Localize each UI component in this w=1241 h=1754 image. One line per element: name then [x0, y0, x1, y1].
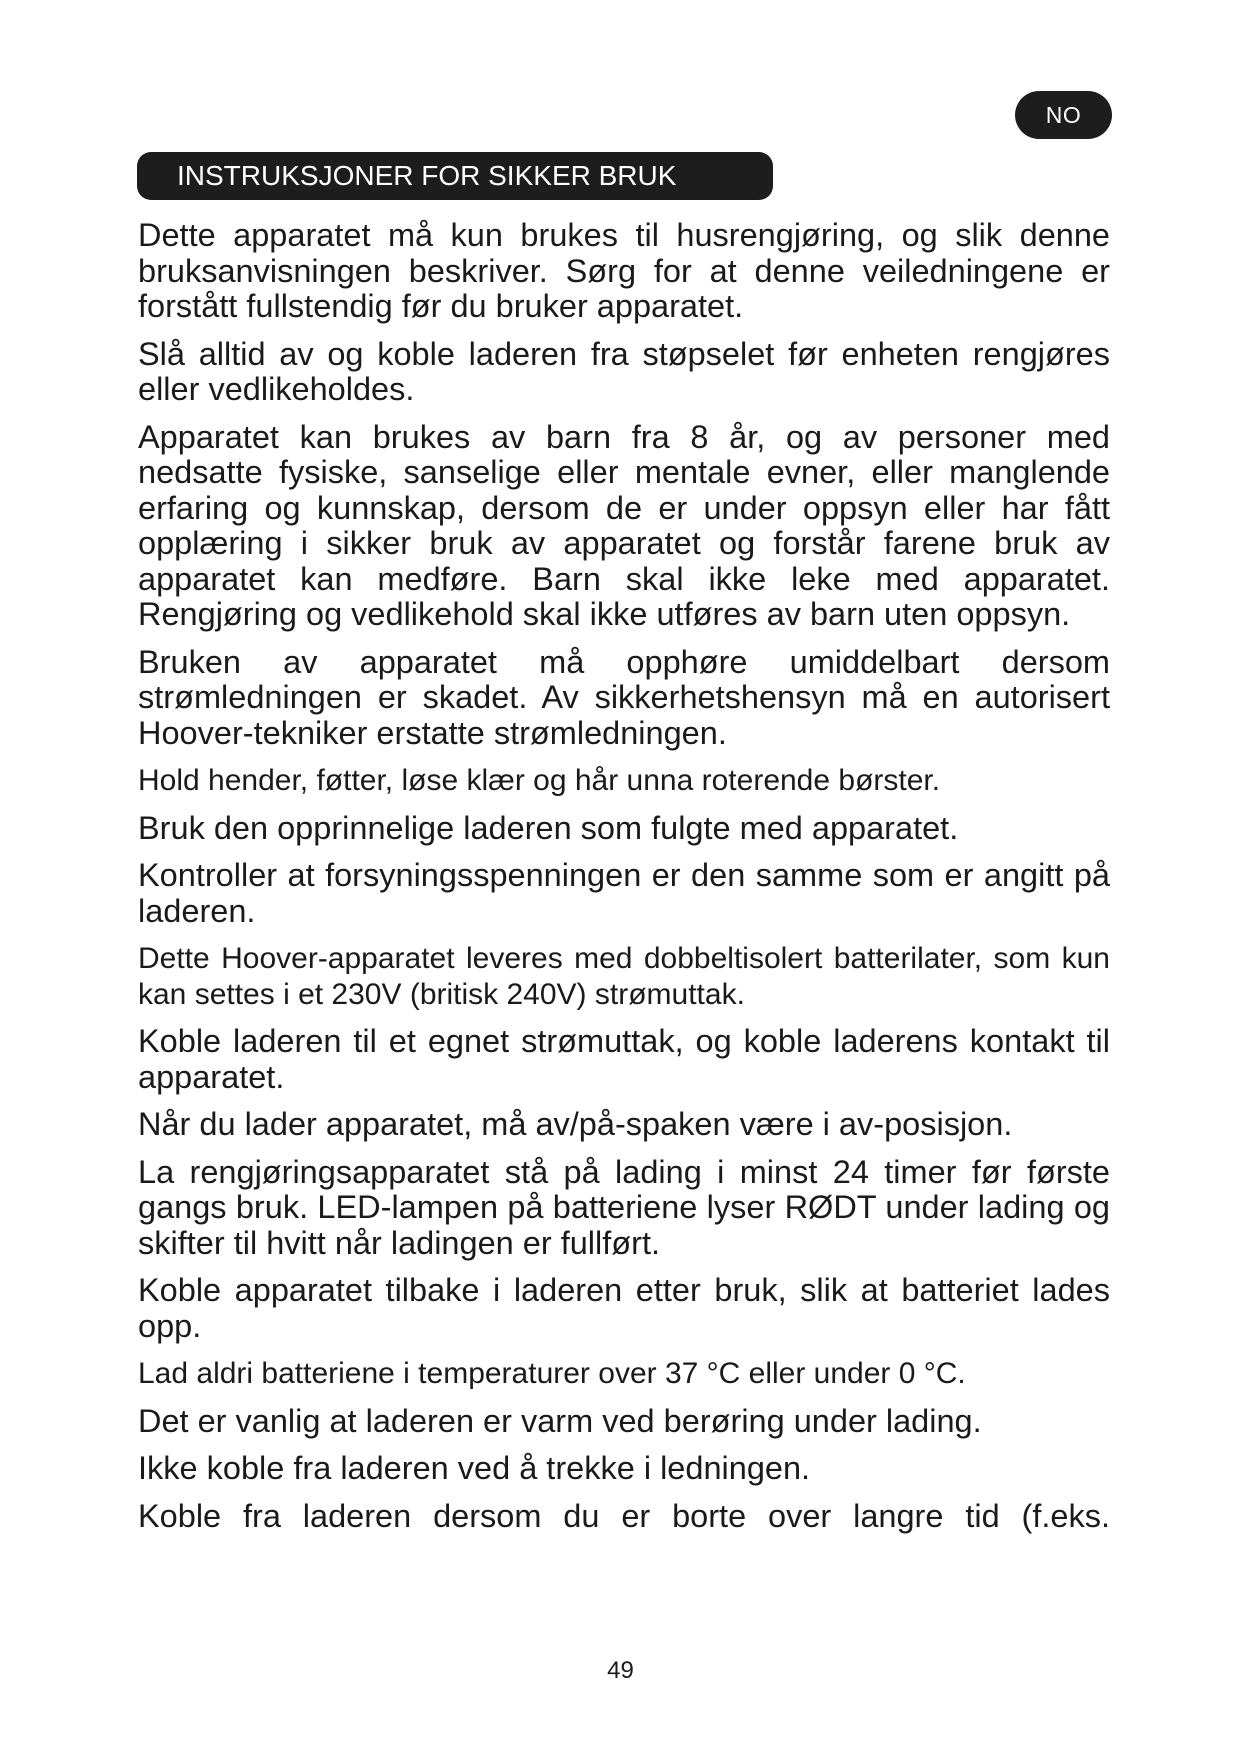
paragraph: Bruk den opprinnelige laderen som fulgte med apparatet.	[138, 809, 959, 846]
paragraph: Når du lader apparatet, må av/på-spaken være i av-posisjon.	[138, 1106, 1013, 1142]
paragraph: Koble fra laderen dersom du er borte over langre tid (f.eks.	[138, 1497, 1110, 1534]
paragraph: Kontroller at forsyningsspenningen er den samme som er angitt på laderen.	[138, 857, 1110, 929]
paragraph: Bruken av apparatet må opphøre umiddelbart dersom strømledningen er skadet. Av sikkerhetshensyn må en autorisert Hoover-tekniker erstatte strømledningen.	[138, 643, 1110, 751]
paragraph: Koble apparatet tilbake i laderen etter bruk, slik at batteriet lades opp.	[138, 1272, 1110, 1344]
paragraph: Dette apparatet må kun brukes til husrengjøring, og slik denne bruksanvisningen beskriver. Sørg for at denne veiledningene er forstått fullstendig før du bruker apparatet.	[138, 217, 1110, 324]
paragraph: Det er vanlig at laderen er varm ved berøring under lading.	[138, 1402, 982, 1439]
page-number: 49	[607, 1657, 634, 1684]
paragraph: Apparatet kan brukes av barn fra 8 år, og av personer med nedsatte fysiske, sanselige eller mentale evner, eller manglende erfaring og kunnskap, dersom de er under oppsyn eller har fått opplæring i sikker bruk av apparatet og forstår farene bruk av apparatet kan medføre. Barn skal ikke leke med apparatet. Rengjøring og vedlikehold skal ikke utføres av barn uten oppsyn.	[138, 418, 1110, 632]
instructions-body	[138, 218, 1110, 1546]
paragraph: Lad aldri batteriene i temperaturer over 37 °C eller under 0 °C.	[138, 1357, 966, 1390]
paragraph: La rengjøringsapparatet stå på lading i minst 24 timer før første gangs bruk. LED-lampen på batteriene lyser RØDT under lading og skifter til hvitt når ladingen er fullført.	[138, 1153, 1110, 1261]
paragraph: Ikke koble fra laderen ved å trekke i ledningen.	[138, 1450, 811, 1486]
paragraph: Dette Hoover-apparatet leveres med dobbeltisolert batterilater, som kun kan settes i et 230V (britisk 240V) strømuttak.	[138, 942, 1110, 1011]
paragraph: Slå alltid av og koble laderen fra støpselet før enheten rengjøres eller vedlikeholdes.	[138, 335, 1110, 407]
language-badge: NO	[1015, 91, 1112, 139]
section-title: INSTRUKSJONER FOR SIKKER BRUK	[137, 152, 773, 200]
paragraph: Hold hender, føtter, løse klær og hår unna roterende børster.	[138, 764, 941, 797]
paragraph: Koble laderen til et egnet strømuttak, og koble laderens kontakt til apparatet.	[138, 1023, 1110, 1095]
